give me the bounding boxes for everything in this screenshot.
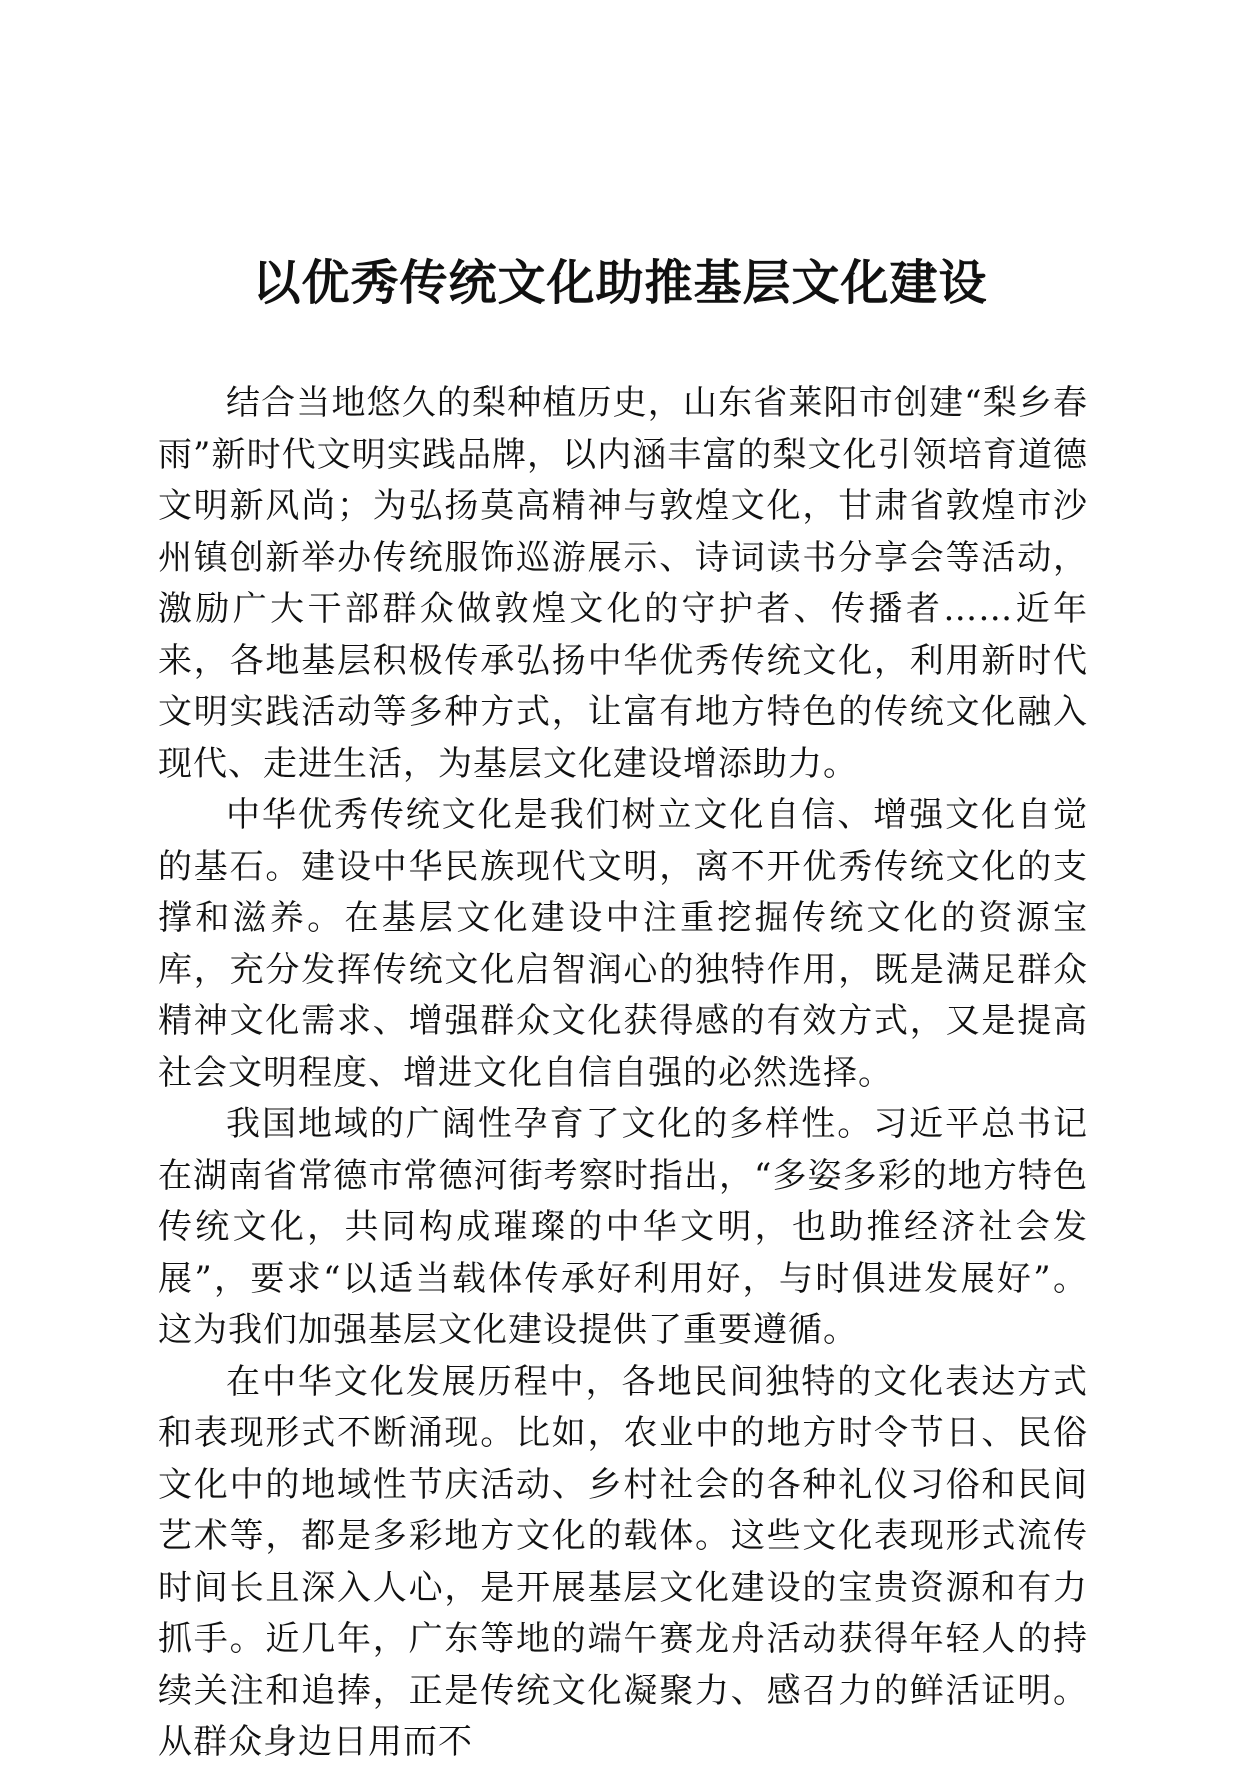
- document-title: 以优秀传统文化助推基层文化建设: [252, 255, 988, 311]
- paragraph-2: 中华优秀传统文化是我们树立文化自信、增强文化自觉的基石。建设中华民族现代文明，离不开优秀传统文化的支撑和滋养。在基层文化建设中注重挖掘传统文化的资源宝库，充分发挥传统文化启智润心的独特作用，既是满足群众精神文化需求、增强群众文化获得感的有效方式，又是提高社会文明程度、增进文化自信自强的必然选择。: [158, 795, 1088, 1093]
- paragraph-4: 在中华文化发展历程中，各地民间独特的文化表达方式和表现形式不断涌现。比如，农业中的地方时令节日、民俗文化中的地域性节庆活动、乡村社会的各种礼仪习俗和民间艺术等，都是多彩地方文化的载体。这些文化表现形式流传时间长且深入人心，是开展基层文化建设的宝贵资源和有力抓手。近几年，广东等地的端午赛龙舟活动获得年轻人的持续关注和追捧，正是传统文化凝聚力、感召力的鲜活证明。从群众身边日用而不: [158, 1361, 1088, 1762]
- document-body: [158, 378, 1088, 1769]
- paragraph-3: 我国地域的广阔性孕育了文化的多样性。习近平总书记在湖南省常德市常德河街考察时指出，“多姿多彩的地方特色传统文化，共同构成璀璨的中华文明，也助推经济社会发展”，要求“以适当载体传承好利用好，与时俱进发展好”。这为我们加强基层文化建设提供了重要遵循。: [158, 1104, 1088, 1350]
- paragraph-1: 结合当地悠久的梨种植历史，山东省莱阳市创建“梨乡春雨”新时代文明实践品牌，以内涵丰富的梨文化引领培育道德文明新风尚；为弘扬莫高精神与敦煌文化，甘肃省敦煌市沙州镇创新举办传统服饰巡游展示、诗词读书分享会等活动，激励广大干部群众做敦煌文化的守护者、传播者……近年来，各地基层积极传承弘扬中华优秀传统文化，利用新时代文明实践活动等多种方式，让富有地方特色的传统文化融入现代、走进生活，为基层文化建设增添助力。: [158, 383, 1088, 784]
